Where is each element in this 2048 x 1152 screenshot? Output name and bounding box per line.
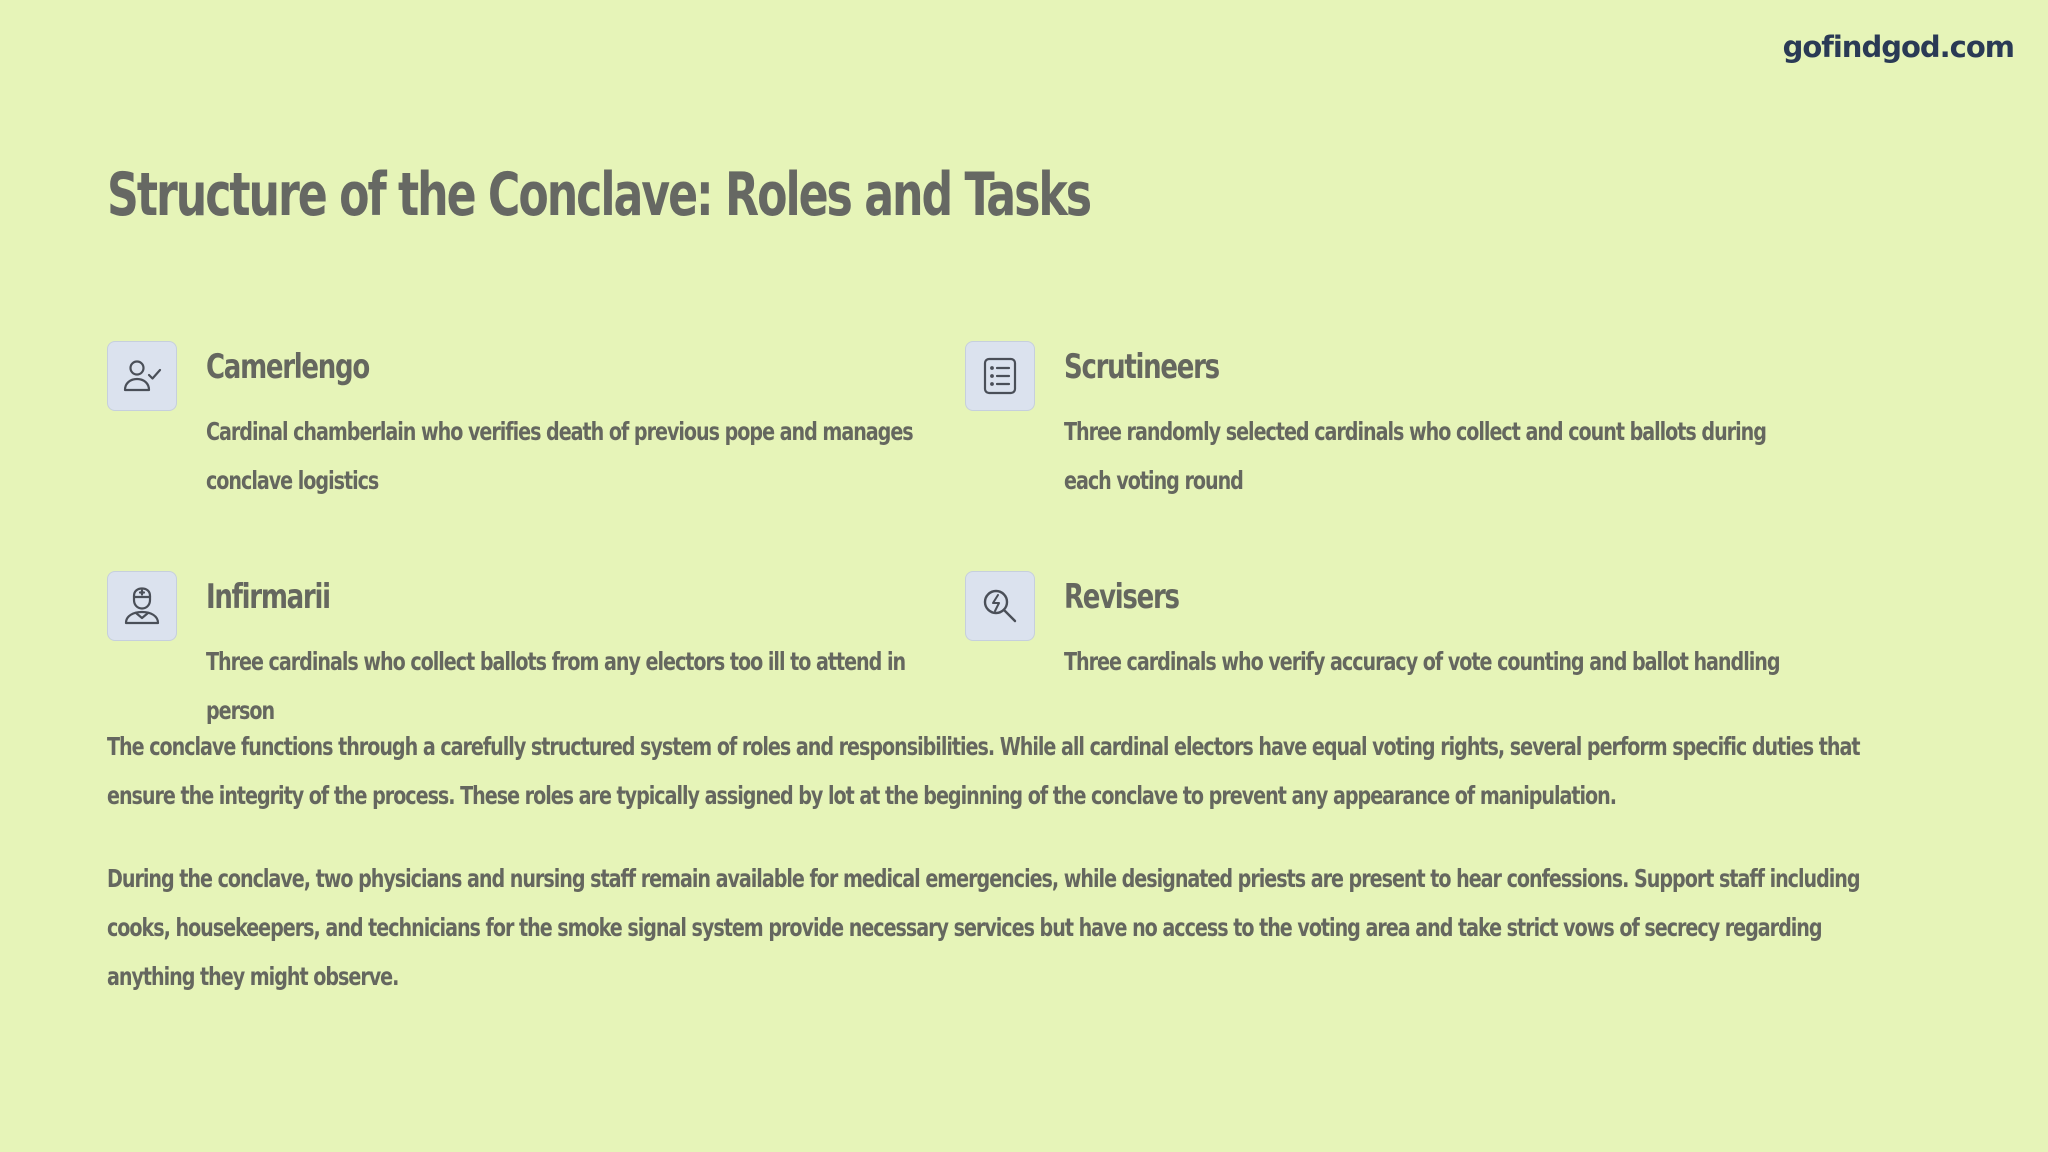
- intro-paragraph: The conclave functions through a carefully structured system of roles and responsibilities. While all cardinal electors have equal voting rights, several perform specific duties that ensure the integrity of the process. These roles are typically assigned by lot at the beginning of the conclave to prevent any appearance of manipulation.: [107, 732, 1860, 810]
- role-icon-box: [965, 341, 1035, 411]
- role-icon-box: [107, 571, 177, 641]
- medic-icon: [120, 584, 164, 628]
- search-bolt-icon: [978, 584, 1022, 628]
- role-title: Camerlengo: [206, 347, 369, 387]
- support-staff-paragraph: During the conclave, two physicians and nursing staff remain available for medical emergencies, while designated priests are present to hear confessions. Support staff including cooks, housekeepers, and technicians for the smoke signal system provide necessary services but have no access to the voting area and take strict vows of secrecy regarding anything they might observe.: [107, 864, 1860, 991]
- page-title: Structure of the Conclave: Roles and Tasks: [107, 160, 1091, 230]
- role-title: Scrutineers: [1064, 347, 1219, 387]
- role-icon-box: [107, 341, 177, 411]
- role-title: Revisers: [1064, 577, 1179, 617]
- role-description: Cardinal chamberlain who verifies death of previous pope and manages conclave logistics: [206, 417, 913, 495]
- role-description: Three cardinals who verify accuracy of vote counting and ballot handling: [1064, 647, 1780, 676]
- user-check-icon: [120, 354, 164, 398]
- role-icon-box: [965, 571, 1035, 641]
- brand-logo[interactable]: gofindgod.com: [1782, 30, 2014, 64]
- role-title: Infirmarii: [206, 577, 330, 617]
- role-description: Three cardinals who collect ballots from any electors too ill to attend in person: [206, 647, 906, 725]
- list-icon: [978, 354, 1022, 398]
- role-description: Three randomly selected cardinals who collect and count ballots during each voting round: [1064, 417, 1766, 495]
